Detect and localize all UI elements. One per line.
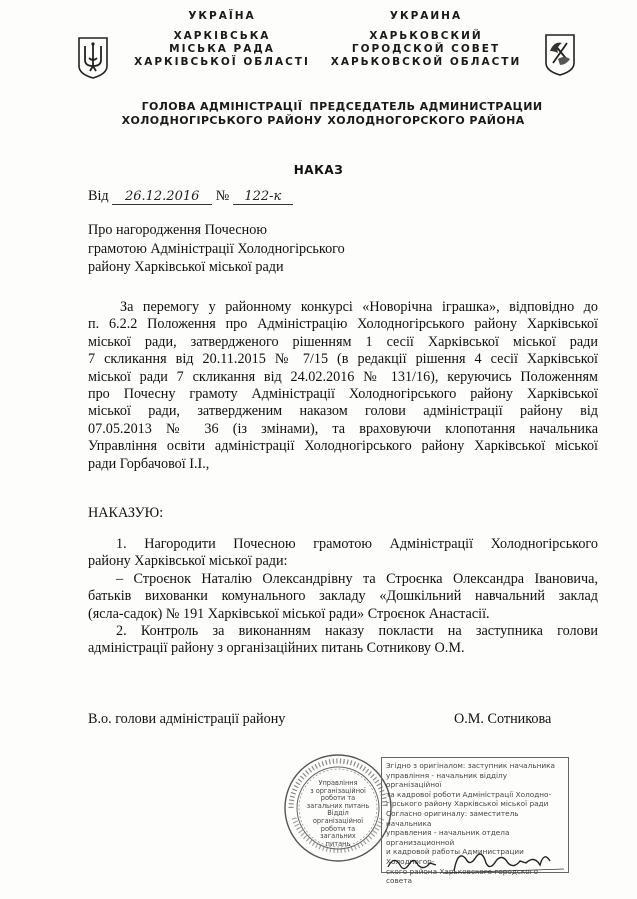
preamble-paragraph bbox=[88, 299, 598, 473]
item1-detail-line: – Строєнок Наталію Олександрівну та Строєнка Олександра Івановича, bbox=[116, 570, 598, 587]
preamble-line: міської ради, затвердженого рішенням 1 сесії Харківської міської ради bbox=[88, 333, 598, 350]
certification-line: управління - начальник відділу організаційної bbox=[386, 770, 508, 790]
order-items bbox=[88, 536, 598, 658]
header-left-line3: ХАРКІВСЬКОЇ ОБЛАСТІ bbox=[134, 56, 310, 68]
header-right-line1: ХАРЬКОВСКИЙ bbox=[369, 30, 483, 42]
header-left-city bbox=[112, 30, 332, 69]
header-right-line3: ХАРЬКОВСКОЙ ОБЛАСТИ bbox=[330, 56, 522, 68]
ukraine-coat-of-arms-icon bbox=[77, 36, 109, 80]
preamble-line: про Почесну грамоту Адміністрації Холодногірського району Харківської bbox=[88, 386, 598, 403]
round-stamp-text bbox=[306, 780, 370, 848]
date-number-line bbox=[88, 188, 293, 205]
preamble-line: ради Горбачової І.І., bbox=[88, 455, 210, 472]
date-prefix: Від bbox=[88, 188, 109, 204]
item2-line: адміністрації району з організаційних питань Сотникову О.М. bbox=[88, 640, 465, 657]
item1-line: 1. Нагородити Почесною грамотою Адміністрації Холодногірського bbox=[116, 536, 598, 552]
document-subject bbox=[88, 221, 345, 277]
preamble-line: п. 6.2.2 Положення про Адміністрацію Холодногірського району Харківської bbox=[88, 316, 598, 333]
round-stamp-line: питань bbox=[325, 839, 351, 848]
order-word: НАКАЗУЮ: bbox=[88, 505, 164, 521]
header-left-line2: МІСЬКА РАДА bbox=[169, 43, 275, 55]
preamble-line: міської ради 7 скликання від 24.02.2016 № 131/16), керуючись Положенням bbox=[88, 368, 598, 385]
certification-line: ского района Харьковского городского совета bbox=[386, 866, 539, 886]
subject-line: району Харківської міської ради bbox=[88, 259, 284, 275]
item1-detail-line: (ясла-садок) № 191 Харківської міської ради» Строєнок Анастасії. bbox=[88, 605, 490, 622]
certification-line: Согласно оригиналу: заместитель начальника bbox=[386, 808, 519, 828]
round-stamp-line: Управління bbox=[318, 779, 358, 787]
signature-position: В.о. голови адміністрації району bbox=[88, 711, 286, 727]
signature-name: О.М. Сотникова bbox=[454, 711, 552, 727]
header-right-office bbox=[306, 100, 546, 128]
item2-line: 2. Контроль за виконанням наказу покласти на заступника голови bbox=[116, 623, 598, 640]
certification-line: и кадровой работы Администрации Холодногор- bbox=[386, 847, 524, 866]
subject-line: Про нагородження Почесною bbox=[88, 222, 267, 238]
round-stamp-line: загальних bbox=[320, 832, 356, 841]
preamble-line: За перемогу у районному конкурсі «Новорічна іграшка», відповідно до bbox=[120, 299, 598, 315]
round-stamp-line: роботи та bbox=[320, 824, 356, 833]
header-left-country: УКРАЇНА bbox=[188, 10, 256, 22]
item1-detail-line: батьків вихованки комунального закладу «Дошкільний навчальний заклад bbox=[88, 588, 598, 605]
header-right-city bbox=[316, 30, 536, 69]
header-right-line2: ГОРОДСКОЙ СОВЕТ bbox=[351, 43, 501, 55]
header-left-line1: ХАРКІВСЬКА bbox=[173, 30, 271, 42]
round-stamp-line: загальних питань bbox=[306, 801, 370, 810]
certification-line: гірського району Харківської міської ради bbox=[386, 799, 549, 809]
preamble-line: Управління освіти адміністрації Холодногірського району Харківської міської bbox=[88, 438, 598, 455]
preamble-line: 07.05.2013 № 36 (із змінами), та враховуючи клопотання начальника bbox=[88, 420, 598, 437]
item1-line: району Харківської міської ради: bbox=[88, 553, 288, 570]
date-value: 26.12.2016 bbox=[112, 190, 212, 205]
kharkiv-coat-of-arms-icon bbox=[544, 33, 576, 77]
subject-line: грамотою Адміністрації Холодногірського bbox=[88, 240, 345, 257]
header-left-office2: ХОЛОДНОГІРСЬКОГО РАЙОНУ bbox=[121, 114, 323, 127]
round-stamp-line: з організаційної bbox=[310, 786, 366, 795]
number-value: 122-к bbox=[233, 190, 293, 205]
round-stamp-line: організаційної bbox=[312, 816, 364, 825]
certification-line: та кадрової роботи Адміністрації Холодно- bbox=[386, 789, 552, 799]
preamble-line: 7 скликання від 20.11.2015 № 7/15 (в редакції рішення 4 сесії Харківської bbox=[88, 351, 598, 368]
handwritten-signature bbox=[384, 845, 568, 879]
round-stamp-line: роботи та bbox=[320, 794, 356, 803]
number-prefix: № bbox=[215, 188, 230, 204]
header-left-office1: ГОЛОВА АДМІНІСТРАЦІЇ bbox=[141, 100, 303, 113]
header-left-office bbox=[107, 100, 337, 128]
certification-line: управления - начальник отдела организационной bbox=[386, 828, 510, 847]
header-right-country: УКРАИНА bbox=[389, 10, 463, 22]
header-right-office1: ПРЕДСЕДАТЕЛЬ АДМИНИСТРАЦИИ bbox=[309, 100, 543, 113]
header-right-office2: ХОЛОДНОГОРСКОГО РАЙОНА bbox=[327, 114, 525, 127]
certification-line: Згідно з оригіналом: заступник начальника bbox=[386, 761, 556, 770]
round-stamp-line: Відділ bbox=[327, 809, 349, 818]
document-title: НАКАЗ bbox=[293, 163, 344, 177]
preamble-line: міської ради, затвердженим наказом голови адміністрації району від bbox=[88, 403, 598, 420]
